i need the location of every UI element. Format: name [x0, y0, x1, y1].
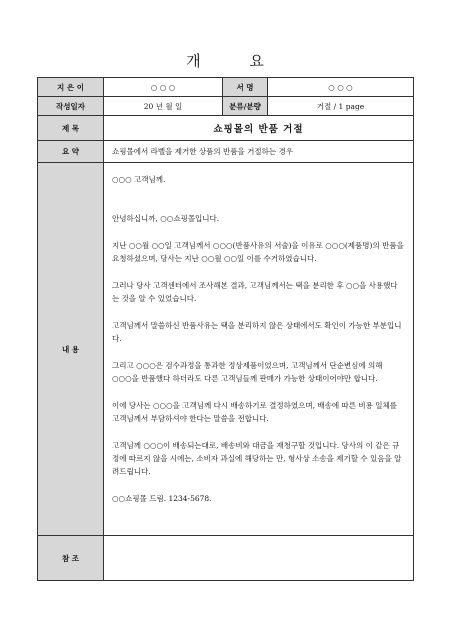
content-paragraph-greeting: 안녕하십니까, ○○쇼핑몰입니다.: [112, 214, 220, 223]
content-paragraph-closing: ○○쇼핑몰 드림. 1234-5678.: [112, 494, 212, 503]
author-row: [38, 78, 414, 97]
date-value: 20 년 월 일: [104, 97, 223, 116]
reference-row: [38, 536, 414, 581]
date-label: 작성일자: [38, 97, 104, 116]
subject-row: [38, 116, 414, 141]
summary-label: 요 약: [38, 141, 104, 163]
content-body: [104, 163, 414, 536]
category-value: 거절 / 1 page: [268, 97, 414, 116]
document-title: 개 요: [186, 52, 286, 70]
date-row: [38, 97, 414, 116]
author-label: 지 은 이: [38, 78, 104, 97]
content-paragraph-request: 지난 ○○월 ○○일 고객님께서 ○○○(반품사유의 서술)을 이유로 ○○○(제품명)의 반품을 요청하셨으며, 당사는 지난 ○○월 ○○일 이를 수거하였습니다.: [112, 241, 404, 263]
content-paragraph-reshipment: 이에 당사는 ○○○을 고객님께 다시 배송하기로 결정하였으며, 배송에 따른 비용 일체를 고객님께서 부담하셔야 한다는 말씀을 전합니다.: [112, 401, 397, 423]
content-row: [38, 163, 414, 536]
category-label: 분류/분량: [223, 97, 268, 116]
subject-value: 쇼핑몰의 반품 거절: [104, 116, 414, 141]
summary-value: 쇼핑몰에서 라벨을 제거한 상품의 반품을 거절하는 경우: [104, 141, 414, 163]
signature-value: ○ ○ ○: [268, 78, 414, 97]
subject-label: 제 목: [38, 116, 104, 141]
summary-form-table: [37, 77, 414, 581]
reference-label: 참 조: [38, 536, 104, 581]
content-paragraph-reason: 고객님께서 말씀하신 반품사유는 택을 분리하지 않은 상태에서도 확인이 가능한 부분입니다.: [112, 321, 402, 343]
content-paragraph-billing: 고객님께 ○○○이 배송되는대로, 배송비와 대금을 재청구할 것입니다. 당사의 이 같은 규정에 따르지 않을 시에는, 소비자 과실에 해당하는 만, 형사상 소송을 제기할 수 있음을 알려드립니다.: [112, 441, 402, 476]
content-paragraph-salutation: ○○○ 고객님께.: [112, 175, 166, 184]
reference-value: [104, 536, 414, 581]
content-paragraph-investigation: 그러나 당사 고객센터에서 조사해본 결과, 고객님께서는 택을 분리한 후 ○○을 사용했다는 것을 알 수 있었습니다.: [112, 281, 398, 303]
content-label: 내 용: [38, 163, 104, 536]
author-value: ○ ○ ○: [104, 78, 223, 97]
content-paragraph-inspection: 그리고 ○○○은 검수과정을 통과한 정상제품이었으며, 고객님께서 단순변심에 의해 ○○○을 반품했다 하더라도 다른 고객님들께 판매가 가능한 상태이어야만 합니다.: [112, 361, 383, 383]
signature-label: 서 명: [223, 78, 268, 97]
summary-row: [38, 141, 414, 163]
